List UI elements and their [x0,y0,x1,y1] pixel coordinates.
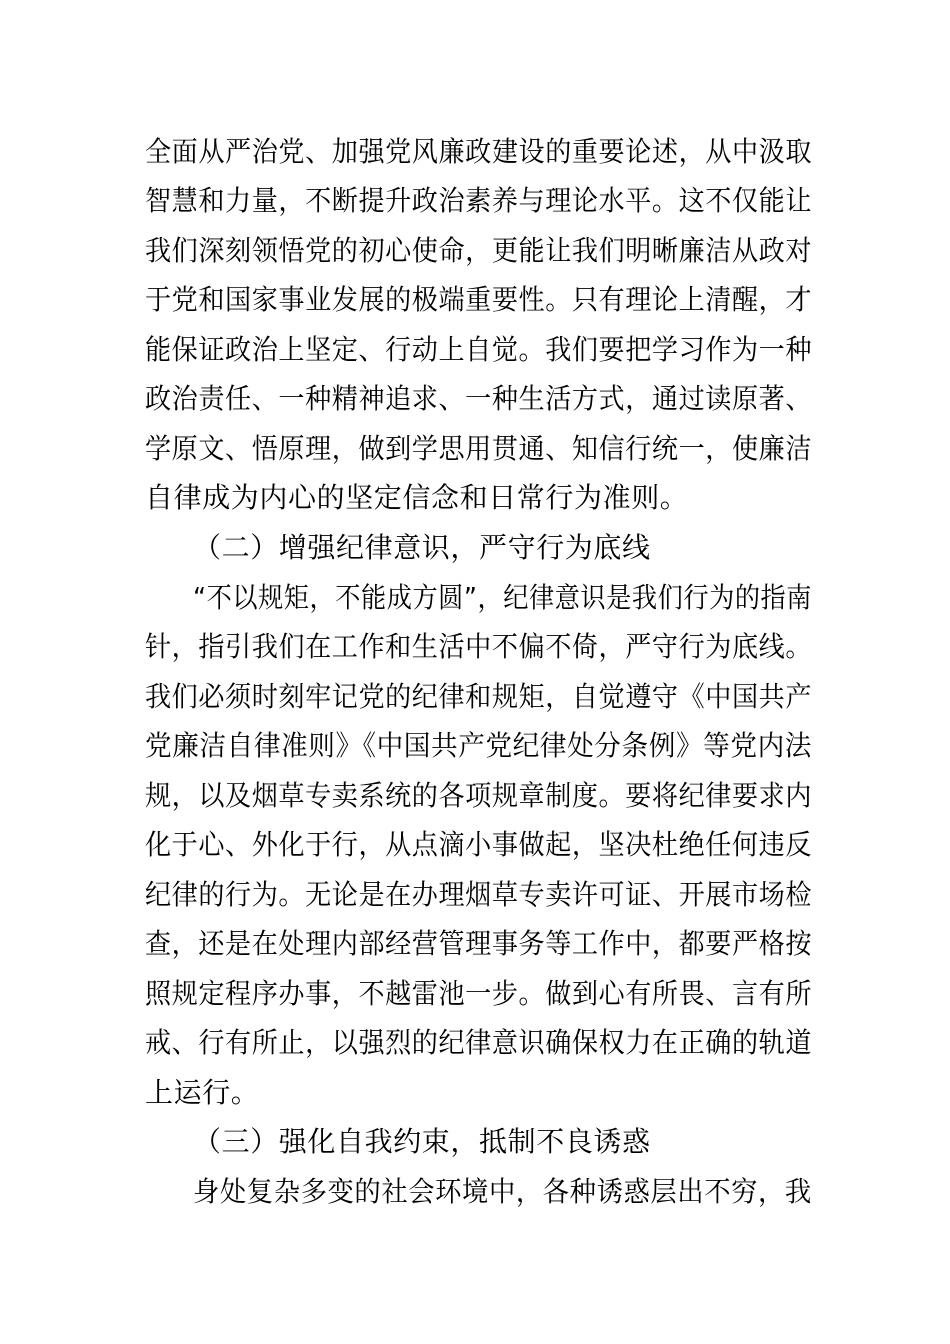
body-text-line: 全面从严治党、加强党风廉政建设的重要论述，从中汲取 [145,135,813,168]
body-text-line: 智慧和力量，不断提升政治素养与理论水平。这不仅能让 [145,184,813,217]
body-text-line: 党廉洁自律准则》《中国共产党纪律处分条例》等党内法 [145,729,813,762]
body-text-line: 我们深刻领悟党的初心使命，更能让我们明晰廉洁从政对 [145,234,813,267]
section-heading: （二）增强纪律意识，严守行为底线 [193,531,651,564]
body-text-line: 查，还是在处理内部经营管理事务等工作中，都要严格按 [145,927,813,960]
body-text-line: 规，以及烟草专卖系统的各项规章制度。要将纪律要求内 [145,779,813,812]
body-text-line: 自律成为内心的坚定信念和日常行为准则。 [145,481,689,514]
body-text-line: 我们必须时刻牢记党的纪律和规矩，自觉遵守《中国共产 [145,680,813,713]
body-text-line: 化于心、外化于行，从点滴小事做起，坚决杜绝任何违反 [145,828,813,861]
body-text-line: 纪律的行为。无论是在办理烟草专卖许可证、开展市场检 [145,878,813,911]
body-text-line: 身处复杂多变的社会环境中，各种诱惑层出不穷，我 [193,1175,812,1208]
body-text-line: 于党和国家事业发展的极端重要性。只有理论上清醒，才 [145,283,813,316]
body-text-line: 政治责任、一种精神追求、一种生活方式，通过读原著、 [145,382,813,415]
body-text-line: 学原文、悟原理，做到学思用贯通、知信行统一，使廉洁 [145,432,813,465]
section-heading: （三）强化自我约束，抵制不良诱惑 [193,1125,651,1158]
body-text-line: “不以规矩，不能成方圆”，纪律意识是我们行为的指南 [193,581,813,614]
body-text-line: 照规定程序办事，不越雷池一步。做到心有所畏、言有所 [145,977,813,1010]
body-text-line: 能保证政治上坚定、行动上自觉。我们要把学习作为一种 [145,333,813,366]
body-text-line: 上运行。 [145,1076,260,1109]
body-text-line: 针，指引我们在工作和生活中不偏不倚，严守行为底线。 [145,630,813,663]
body-text-line: 戒、行有所止，以强烈的纪律意识确保权力在正确的轨道 [145,1026,813,1059]
